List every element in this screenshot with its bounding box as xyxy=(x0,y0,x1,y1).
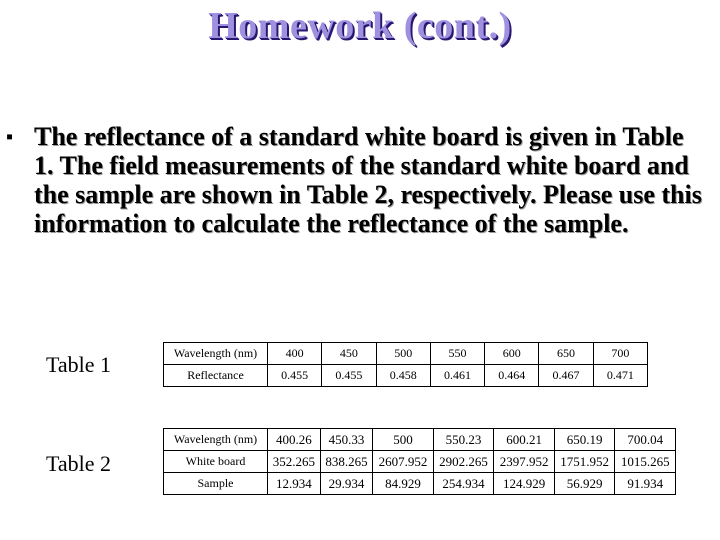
slide-title: Homework (cont.) xyxy=(208,5,512,47)
table-cell: 1015.265 xyxy=(615,451,676,473)
table-cell: 600.21 xyxy=(494,429,555,451)
table-cell: 0.455 xyxy=(268,365,322,387)
table-cell: 254.934 xyxy=(433,473,494,495)
table-cell: 650 xyxy=(539,343,593,365)
table-row xyxy=(164,343,648,365)
table-cell: 400.26 xyxy=(268,429,321,451)
table-cell: 0.455 xyxy=(322,365,376,387)
table1-label: Table 1 xyxy=(46,352,112,377)
table-cell: 650.19 xyxy=(554,429,615,451)
table2-label: Table 2 xyxy=(46,451,112,476)
table-row xyxy=(164,451,676,473)
table1 xyxy=(163,342,648,387)
table-cell: 56.929 xyxy=(554,473,615,495)
table-cell: 124.929 xyxy=(494,473,555,495)
table-row xyxy=(164,473,676,495)
table-cell: 450 xyxy=(322,343,376,365)
table-row xyxy=(164,365,648,387)
table-cell: 1751.952 xyxy=(554,451,615,473)
table-cell: 91.934 xyxy=(615,473,676,495)
table-cell: 2902.265 xyxy=(433,451,494,473)
table-row xyxy=(164,429,676,451)
square-bullet-icon: ▪ xyxy=(6,126,14,148)
table2 xyxy=(163,428,676,495)
table-cell: 450.33 xyxy=(320,429,373,451)
table-cell: 0.461 xyxy=(430,365,484,387)
table-cell: 550.23 xyxy=(433,429,494,451)
table-cell: 84.929 xyxy=(373,473,434,495)
table-cell: 2397.952 xyxy=(494,451,555,473)
table-cell: 838.265 xyxy=(320,451,373,473)
bullet-text: The reflectance of a standard white board is given in Table 1. The field measurements of the standard white board and the sample are shown in Table 2, respectively. Please use this information to calculate the reflectance of the sample. xyxy=(34,122,702,238)
table-cell: 600 xyxy=(485,343,539,365)
row-header: Wavelength (nm) xyxy=(164,343,268,365)
table-cell: 352.265 xyxy=(268,451,321,473)
table-cell: 29.934 xyxy=(320,473,373,495)
row-header: Reflectance xyxy=(164,365,268,387)
table-cell: 12.934 xyxy=(268,473,321,495)
table-cell: 400 xyxy=(268,343,322,365)
table-cell: 0.458 xyxy=(376,365,430,387)
table-cell: 700 xyxy=(593,343,647,365)
row-header: White board xyxy=(164,451,268,473)
table-cell: 0.467 xyxy=(539,365,593,387)
table-cell: 0.471 xyxy=(593,365,647,387)
table-cell: 500 xyxy=(373,429,434,451)
row-header: Wavelength (nm) xyxy=(164,429,268,451)
table-cell: 2607.952 xyxy=(373,451,434,473)
table-cell: 0.464 xyxy=(485,365,539,387)
table-cell: 550 xyxy=(430,343,484,365)
table-cell: 700.04 xyxy=(615,429,676,451)
row-header: Sample xyxy=(164,473,268,495)
table-cell: 500 xyxy=(376,343,430,365)
